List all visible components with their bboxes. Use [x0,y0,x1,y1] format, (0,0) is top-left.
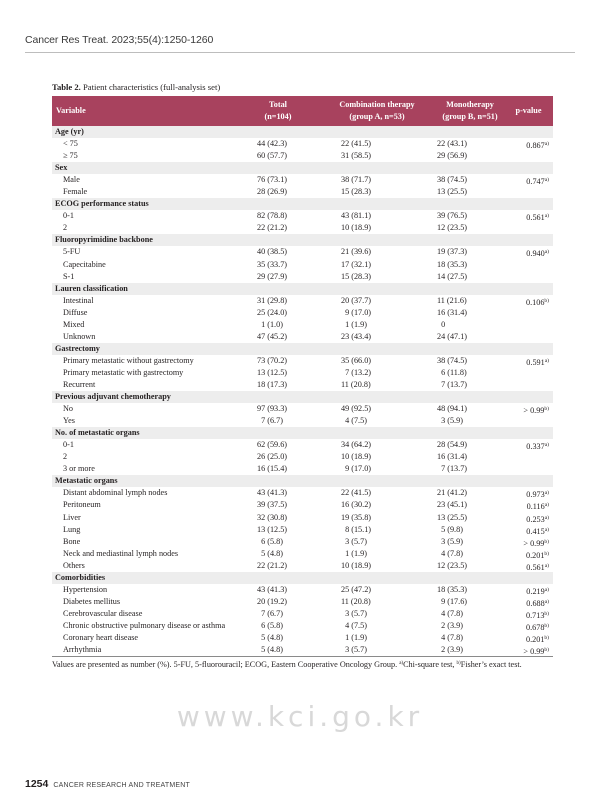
cell-group-a: 3 (5.7) [341,645,367,655]
cell-group-a: 10 (18.9) [341,452,372,462]
cell-group-a: 4 (7.5) [341,416,367,426]
row-label: Bone [63,536,81,546]
table-row [52,463,553,475]
row-label: Unknown [63,331,96,341]
cell-group-b: 16 (31.4) [437,452,468,462]
cell-group-a: 43 (81.1) [341,211,372,221]
cell-p-value: 0.867$^{a)}$ [526,141,549,151]
cell-total: 35 (33.7) [257,259,288,269]
cell-group-b: 13 (25.5) [437,512,468,522]
cell-group-b: 21 (41.2) [437,488,468,498]
cell-group-b: 23 (45.1) [437,500,468,510]
cell-total: 32 (30.8) [257,512,288,522]
cell-total: 7 (6.7) [257,608,283,618]
cell-total: 22 (21.2) [257,223,288,233]
header-p-value: p-value [515,106,542,115]
table-row [52,307,553,319]
row-label: Liver [63,512,81,522]
table-row [52,512,553,524]
row-label: Distant abdominal lymph nodes [63,488,168,498]
section-row [52,475,553,487]
cell-group-b: 38 (74.5) [437,175,468,185]
section-row [52,126,553,138]
table-row [52,632,553,644]
row-label: 0-1 [63,211,74,221]
row-label: Capecitabine [63,259,106,269]
table-row [52,355,553,367]
cell-total: 40 (38.5) [257,247,288,257]
cell-group-b: 13 (25.5) [437,187,468,197]
section-label: No. of metastatic organs [55,428,140,438]
cell-total: 97 (93.3) [257,404,288,414]
table-row [52,487,553,499]
row-label: Female [63,187,88,197]
cell-total: 6 (5.8) [257,620,283,630]
cell-group-a: 7 (13.2) [341,367,372,377]
cell-total: 5 (4.8) [257,645,283,655]
cell-group-b: 16 (31.4) [437,307,468,317]
table-row [52,186,553,198]
cell-p-value: 0.688$^{a)}$ [526,598,549,608]
cell-p-value: 0.253$^{a)}$ [526,514,549,524]
cell-p-value: 0.106$^{b)}$ [525,297,549,307]
row-label: Coronary heart disease [63,632,139,642]
header-variable: Variable [56,106,86,115]
cell-group-a: 22 (41.5) [341,488,372,498]
cell-group-b: 19 (37.3) [437,247,468,257]
row-label: Hypertension [63,584,108,594]
table-row [52,584,553,596]
cell-group-b: 29 (56.9) [437,151,468,161]
cell-p-value: 0.337$^{a)}$ [526,442,549,452]
table-header-row [52,96,553,126]
cell-group-a: 17 (32.1) [341,259,372,269]
section-row [52,162,553,174]
table-row [52,331,553,343]
cell-total: 1 (1.0) [257,319,283,329]
table-row [52,210,553,222]
cell-group-b: 3 (5.9) [437,416,463,426]
cell-total: 31 (29.8) [257,295,288,305]
table-caption-text: Patient characteristics (full-analysis set) [80,82,221,92]
section-row [52,198,553,210]
cell-group-a: 10 (18.9) [341,223,372,233]
row-label: < 75 [63,139,78,149]
table-row [52,439,553,451]
row-label: 2 [63,223,68,233]
cell-group-a: 34 (64.2) [341,440,372,450]
cell-p-value: 0.219$^{a)}$ [526,586,549,596]
cell-p-value: 0.201$^{b)}$ [525,634,549,644]
cell-total: 39 (37.5) [257,500,288,510]
cell-group-b: 38 (74.5) [437,355,468,365]
cell-group-b: 28 (54.9) [437,440,468,450]
cell-total: 13 (12.5) [257,367,288,377]
header-group-a: Combination therapy (group A, n=53) [339,100,415,121]
cell-group-a: 23 (43.4) [341,331,372,341]
cell-group-a: 49 (92.5) [341,404,372,414]
cell-group-b: 18 (35.3) [437,259,468,269]
row-label: Lung [63,524,81,534]
cell-group-a: 1 (1.9) [341,319,367,329]
cell-p-value: > $0.99^{b)}$ [523,647,549,657]
cell-group-b: 22 (43.1) [437,139,468,149]
cell-p-value: 0.201$^{b)}$ [525,550,549,560]
table-row [52,259,553,271]
cell-group-b: 5 (9.8) [437,524,463,534]
cell-group-b: 6 (11.8) [437,367,467,377]
cell-group-b: 9 (17.6) [437,596,468,606]
cell-group-b: 39 (76.5) [437,211,468,221]
table-row [52,367,553,379]
cell-total: 20 (19.2) [257,596,288,606]
cell-total: 7 (6.7) [257,416,283,426]
cell-group-a: 16 (30.2) [341,500,372,510]
table-body [52,126,553,657]
table-row [52,379,553,391]
section-row [52,427,553,439]
cell-group-a: 3 (5.7) [341,536,367,546]
cell-p-value: > $0.99^{b)}$ [523,538,549,548]
cell-group-b: 24 (47.1) [437,331,468,341]
table-caption-label: Table 2. [52,82,81,92]
row-label: Neck and mediastinal lymph nodes [63,548,179,558]
cell-group-b: 4 (7.8) [437,548,463,558]
table-row [52,138,553,150]
watermark: www.kci.go.kr [176,700,424,733]
page-number: 1254 [25,778,49,790]
section-label: Comorbidities [55,572,106,582]
cell-group-b: 3 (5.9) [437,536,463,546]
table-row [52,415,553,427]
cell-group-a: 9 (17.0) [341,464,372,474]
table-row [52,271,553,283]
row-label: Primary metastatic with gastrectomy [63,367,184,377]
row-label: Peritoneum [63,500,101,510]
cell-group-a: 15 (28.3) [341,187,372,197]
section-row [52,343,553,355]
table-row [52,246,553,258]
cell-group-b: 14 (27.5) [437,271,468,281]
cell-group-a: 11 (20.8) [341,596,371,606]
cell-total: 82 (78.8) [257,211,288,221]
row-label: Mixed [63,319,85,329]
cell-group-b: 48 (94.1) [437,404,468,414]
table-row [52,451,553,463]
row-label: Yes [63,416,75,426]
cell-total: 43 (41.3) [257,488,288,498]
row-label: Diabetes mellitus [63,596,121,606]
cell-group-b: 4 (7.8) [437,632,463,642]
cell-total: 13 (12.5) [257,524,288,534]
row-label: 0-1 [63,440,74,450]
header-group-b: Monotherapy (group B, n=51) [442,100,498,121]
cell-group-a: 31 (58.5) [341,151,372,161]
cell-group-a: 15 (28.3) [341,271,372,281]
cell-group-a: 38 (71.7) [341,175,372,185]
cell-group-b: 12 (23.5) [437,223,468,233]
patient-characteristics-table [52,96,553,657]
cell-group-b: 4 (7.8) [437,608,463,618]
running-head: Cancer Res Treat. 2023;55(4):1250-1260 [25,34,214,46]
table-footnote: Values are presented as number (%). 5-FU, 5-fluorouracil; ECOG, Eastern Cooperative Oncology Group. $^{a)}$Chi-square test, $^{b)}$Fisher’s exact test. [52,660,522,669]
cell-p-value: 0.940$^{a)}$ [526,249,549,259]
cell-total: 6 (5.8) [257,536,283,546]
page-footer [25,774,190,792]
table-row [52,319,553,331]
cell-total: 47 (45.2) [257,331,288,341]
cell-total: 43 (41.3) [257,584,288,594]
cell-p-value: 0.561$^{a)}$ [526,213,549,223]
cell-group-a: 20 (37.7) [341,295,372,305]
section-label: Lauren classification [55,283,128,293]
section-row [52,572,553,584]
cell-group-b: 2 (3.9) [437,645,463,655]
cell-group-b: 18 (35.3) [437,584,468,594]
section-label: Gastrectomy [55,343,100,353]
cell-group-b: 2 (3.9) [437,620,463,630]
cell-total: 5 (4.8) [257,548,283,558]
cell-total: 22 (21.2) [257,560,288,570]
table-row [52,174,553,186]
cell-group-a: 10 (18.9) [341,560,372,570]
cell-p-value: 0.415$^{a)}$ [526,526,549,536]
row-label: ≥ 75 [63,151,78,161]
table-row [52,644,553,656]
row-label: 5-FU [63,247,81,257]
cell-group-a: 9 (17.0) [341,307,372,317]
cell-total: 76 (73.1) [257,175,288,185]
row-label: Arrhythmia [63,645,102,655]
section-label: Fluoropyrimidine backbone [55,235,153,245]
cell-p-value: 0.561$^{a)}$ [526,562,549,572]
cell-group-a: 25 (47.2) [341,584,372,594]
cell-group-b: 12 (23.5) [437,560,468,570]
cell-group-a: 19 (35.8) [341,512,372,522]
header-total: Total (n=104) [264,100,292,121]
cell-group-a: 21 (39.6) [341,247,372,257]
cell-total: 44 (42.3) [257,139,288,149]
cell-group-b: 0 [437,319,446,329]
cell-total: 18 (17.3) [257,379,288,389]
cell-group-b: 7 (13.7) [437,379,468,389]
table-row [52,620,553,632]
row-label: S-1 [63,271,75,281]
cell-p-value: 0.116$^{a)}$ [526,502,549,512]
table-row [52,295,553,307]
cell-group-a: 35 (66.0) [341,355,372,365]
cell-p-value: > $0.99^{b)}$ [523,406,549,416]
section-label: Age (yr) [55,127,84,136]
cell-total: 5 (4.8) [257,632,283,642]
section-row [52,234,553,246]
cell-p-value: 0.591$^{a)}$ [526,357,549,367]
cell-total: 60 (57.7) [257,151,288,161]
cell-group-a: 3 (5.7) [341,608,367,618]
table-caption [52,82,220,92]
cell-group-a: 1 (1.9) [341,548,367,558]
cell-total: 25 (24.0) [257,307,288,317]
section-label: ECOG performance status [55,199,149,209]
cell-p-value: 0.713$^{b)}$ [525,610,549,620]
table-row [52,403,553,415]
row-label: Chronic obstructive pulmonary disease or asthma [63,620,226,630]
cell-total: 16 (15.4) [257,464,288,474]
row-label: 3 or more [63,464,95,474]
row-label: Cerebrovascular disease [63,608,143,618]
cell-p-value: 0.747$^{a)}$ [526,177,549,187]
section-label: Metastatic organs [55,476,118,486]
table-row [52,499,553,511]
cell-total: 73 (70.2) [257,355,288,365]
cell-group-a: 22 (41.5) [341,139,372,149]
section-row [52,391,553,403]
cell-p-value: 0.678$^{b)}$ [525,622,549,632]
cell-group-b: 7 (13.7) [437,464,468,474]
cell-total: 28 (26.9) [257,187,288,197]
table-row [52,560,553,572]
row-label: Recurrent [63,379,96,389]
row-label: 2 [63,452,68,462]
section-label: Previous adjuvant chemotherapy [55,392,171,402]
row-label: Intestinal [63,295,94,305]
row-label: Primary metastatic without gastrectomy [63,355,194,365]
cell-group-a: 1 (1.9) [341,632,367,642]
section-label: Sex [55,163,68,173]
journal-name: CANCER RESEARCH AND TREATMENT [53,782,190,789]
cell-p-value: 0.973$^{a)}$ [526,490,549,500]
cell-group-a: 11 (20.8) [341,379,371,389]
cell-group-a: 4 (7.5) [341,620,367,630]
row-label: Others [63,560,85,570]
cell-total: 62 (59.6) [257,440,288,450]
table-row [52,548,553,560]
table-row [52,150,553,162]
cell-group-a: 8 (15.1) [341,524,372,534]
cell-total: 29 (27.9) [257,271,288,281]
section-row [52,283,553,295]
table-row [52,222,553,234]
table-row [52,608,553,620]
header-rule [25,52,575,53]
table-row [52,596,553,608]
row-label: Male [63,175,80,185]
cell-total: 26 (25.0) [257,452,288,462]
table-row [52,536,553,548]
table-row [52,524,553,536]
cell-group-b: 11 (21.6) [437,295,467,305]
row-label: No [63,404,74,414]
row-label: Diffuse [63,307,88,317]
